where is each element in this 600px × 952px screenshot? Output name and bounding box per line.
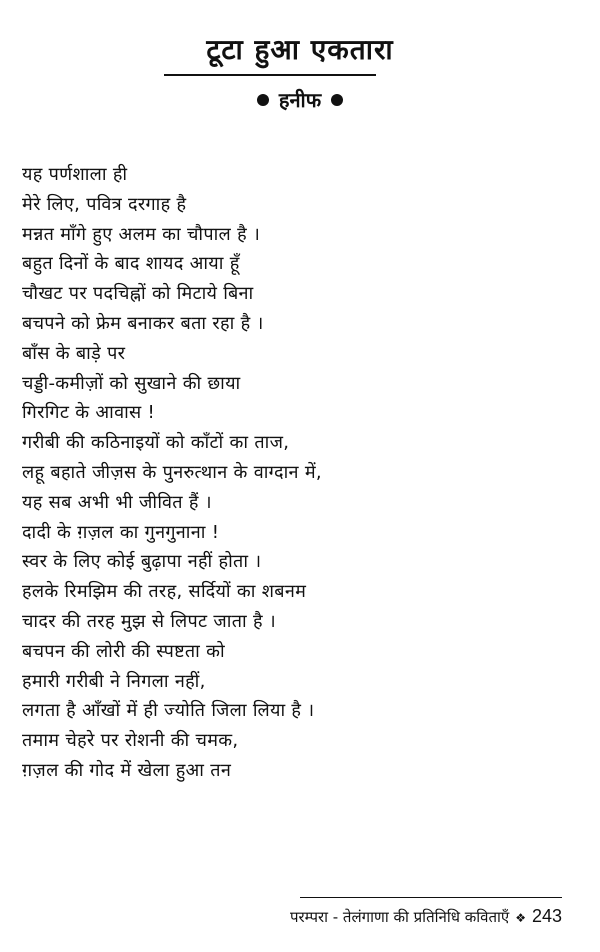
poem-line: यह सब अभी भी जीवित हैं । — [22, 491, 212, 513]
poem-line: तमाम चेहरे पर रोशनी की चमक, — [22, 730, 239, 752]
author-name: हनीफ — [278, 88, 322, 112]
poem-line: चड्डी-कमीज़ों को सुखाने की छाया — [22, 372, 241, 394]
poem-line: बचपने को फ्रेम बनाकर बता रहा है । — [22, 312, 264, 334]
poem-line: बचपन की लोरी की स्पष्टता को — [22, 640, 225, 662]
bullet-left-icon — [257, 94, 269, 106]
poem-line: बहुत दिनों के बाद शायद आया हूँ — [22, 253, 240, 275]
author-line — [0, 86, 600, 113]
poem-line: चादर की तरह मुझ से लिपट जाता है । — [22, 610, 276, 632]
poem-line: यह पर्णशाला ही — [22, 164, 128, 185]
poem-line: लहू बहाते जीज़स के पुनरुत्थान के वाग्दान में, — [22, 461, 322, 483]
poem-line: हलके रिमझिम की तरह, सर्दियों का शबनम — [22, 581, 307, 603]
page-number: 243 — [531, 906, 562, 926]
poem-line: गरीबी की कठिनाइयों को काँटों का ताज, — [22, 432, 290, 454]
poem-line: लगता है आँखों में ही ज्योति जिला लिया है । — [22, 700, 315, 722]
poem-line: स्वर के लिए कोई बुढ़ापा नहीं होता । — [22, 551, 262, 573]
bullet-right-icon — [331, 94, 343, 106]
poem-title: टूटा हुआ एकतारा — [206, 33, 394, 66]
page-footer — [290, 906, 562, 927]
poem-line: गिरगिट के आवास ! — [22, 402, 156, 424]
book-title: परम्परा - तेलंगाणा की प्रतिनिधि कविताएँ — [290, 908, 510, 926]
ornament-icon: ❖ — [515, 911, 526, 925]
poem-line: चौखट पर पदचिह्नों को मिटाये बिना — [22, 283, 254, 305]
title-underline — [164, 74, 376, 76]
poem-line: मेरे लिए, पवित्र दरगाह है — [22, 193, 187, 215]
poem-line: बाँस के बाड़े पर — [22, 342, 126, 364]
poem-line: हमारी गरीबी ने निगला नहीं, — [22, 670, 206, 692]
poem-body — [22, 160, 582, 786]
footer-rule — [300, 897, 562, 898]
poem-line: दादी के ग़ज़ल का गुनगुनाना ! — [22, 521, 220, 543]
poem-line: मन्नत माँगे हुए अलम का चौपाल है । — [22, 223, 261, 245]
poem-line: ग़ज़ल की गोद में खेला हुआ तन — [22, 759, 232, 781]
